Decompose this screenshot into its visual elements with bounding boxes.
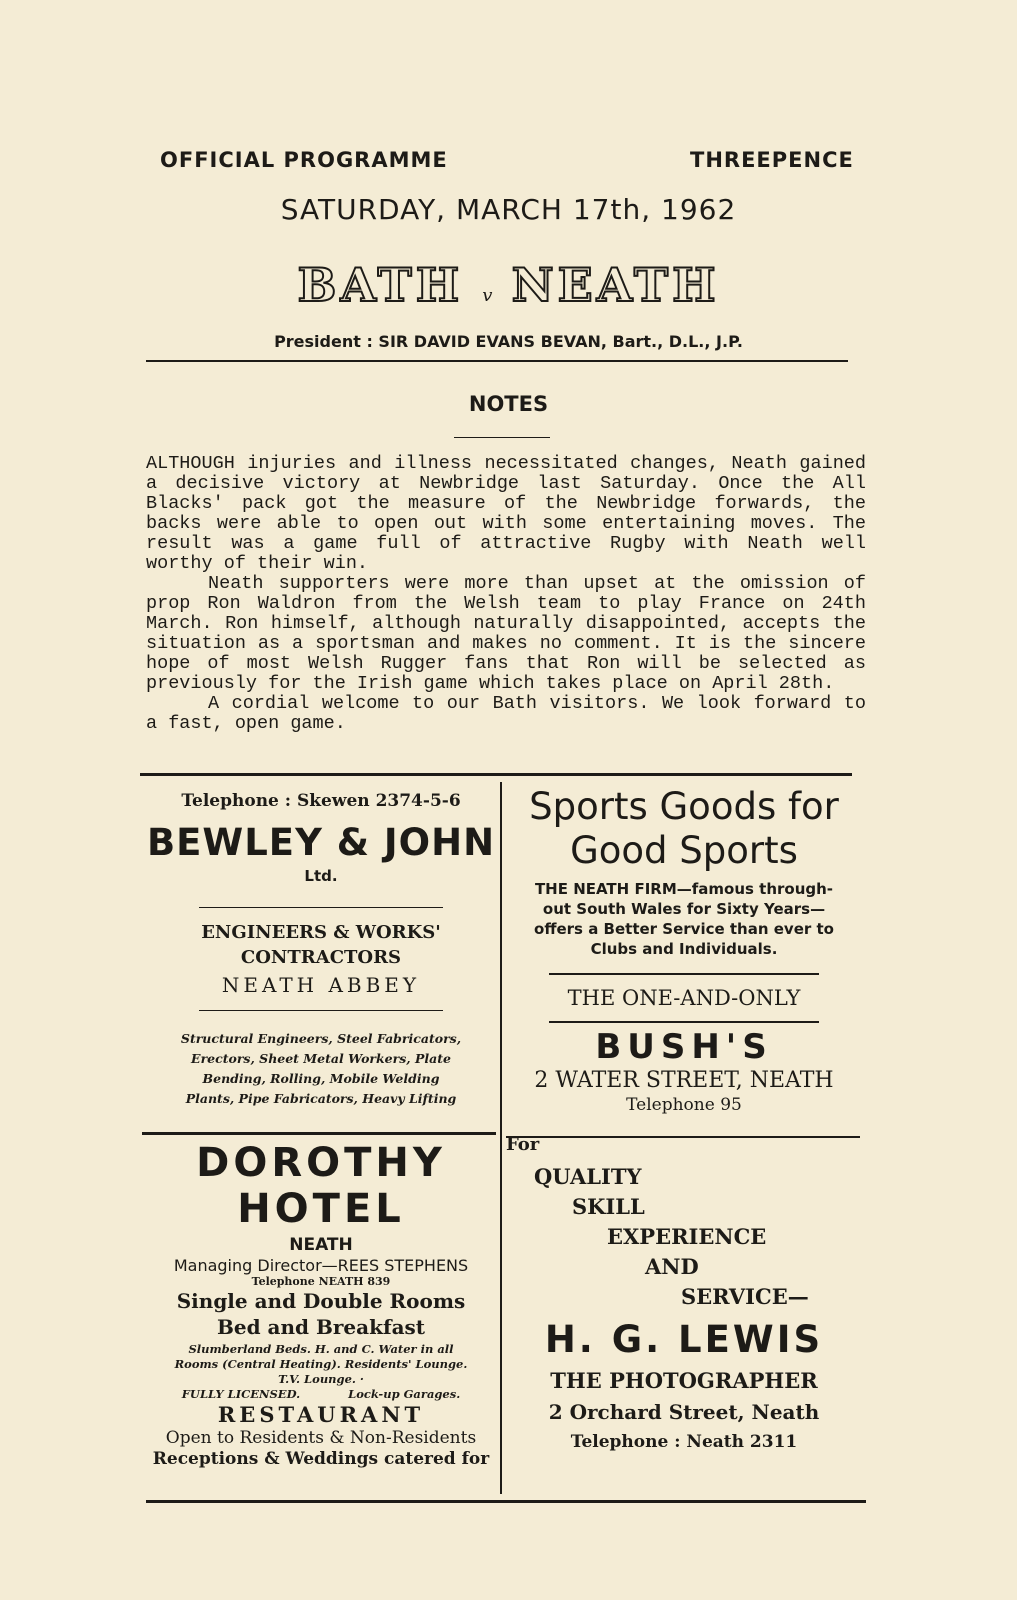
match-title [0, 258, 1017, 312]
notes-paragraph-3: A cordial welcome to our Bath visitors. We look forward to a fast, open game. [146, 693, 866, 734]
bewley-services-3: Bending, Rolling, Mobile Welding [202, 1071, 440, 1086]
dorothy-rooms: Single and Double Rooms [176, 1289, 466, 1313]
home-team: BATH [297, 258, 464, 312]
advert-bushs [506, 785, 862, 1115]
dorothy-features-2: Rooms (Central Heating). Residents' Lounge. [174, 1357, 468, 1371]
bewley-services-1: Structural Engineers, Steel Fabricators, [180, 1031, 462, 1046]
bush-body-4: Clubs and Individuals. [590, 940, 778, 958]
dorothy-name-1: DOROTHY [196, 1140, 446, 1186]
notes-paragraph-2: Neath supporters were more than upset at the omission of prop Ron Waldron from the Welsh team to play France on 24th March. Ron himself, although naturally disappointed, accepts the situation as a sportsman and makes no comment. It is the sincere hope of most Welsh Rugger fans that Ron will be selected as previously for the Irish game which takes place on April 28th. [146, 573, 866, 694]
advert-dorothy-hotel [146, 1140, 496, 1470]
dorothy-restaurant: RESTAURANT [217, 1402, 425, 1427]
dorothy-licensed: FULLY LICENSED. [181, 1387, 301, 1401]
bewley-suffix: Ltd. [304, 867, 338, 885]
dorothy-features-4 [146, 1387, 496, 1402]
bush-name: BUSH'S [595, 1027, 773, 1067]
ads-right-mid-rule [506, 1136, 860, 1138]
lewis-name: H. G. LEWIS [544, 1318, 824, 1361]
dorothy-receptions: Receptions & Weddings catered for [152, 1449, 490, 1469]
dorothy-breakfast: Bed and Breakfast [216, 1315, 426, 1339]
dorothy-telephone: Telephone NEATH 839 [251, 1275, 391, 1288]
notes-heading-underline [454, 437, 550, 438]
dorothy-features-3: T.V. Lounge. · [278, 1372, 364, 1386]
lewis-skill: SKILL [572, 1194, 645, 1219]
match-date: SATURDAY, MARCH 17th, 1962 [280, 193, 737, 226]
dorothy-features-1: Slumberland Beds. H. and C. Water in all [188, 1342, 454, 1356]
ads-top-rule [140, 773, 852, 776]
bewley-line-2: CONTRACTORS [240, 947, 402, 968]
president-line: President : SIR DAVID EVANS BEVAN, Bart., D.L., J.P. [274, 332, 743, 351]
notes-heading: NOTES [468, 392, 549, 416]
programme-label: OFFICIAL PROGRAMME [160, 148, 448, 172]
dorothy-director: Managing Director—REES STEPHENS [173, 1256, 469, 1275]
dorothy-garages: Lock-up Garages. [348, 1387, 461, 1401]
bewley-services-2: Erectors, Sheet Metal Workers, Plate [191, 1051, 451, 1066]
bush-body-2: out South Wales for Sixty Years— [542, 900, 826, 918]
bush-slogan-2: Good Sports [570, 829, 798, 872]
bewley-name: BEWLEY & JOHN [146, 821, 496, 864]
ads-left-mid-rule [142, 1132, 496, 1135]
bewley-place: NEATH ABBEY [221, 973, 421, 997]
dorothy-town: NEATH [289, 1235, 353, 1255]
bewley-services-4: Plants, Pipe Fabricators, Heavy Lifting [185, 1091, 457, 1106]
lewis-experience: EXPERIENCE [607, 1224, 767, 1249]
bewley-line-1: ENGINEERS & WORKS' [201, 922, 441, 943]
bush-body-1: THE NEATH FIRM—famous through- [534, 880, 834, 898]
versus-label: v [482, 285, 493, 306]
header-divider [146, 360, 848, 362]
lewis-telephone: Telephone : Neath 2311 [570, 1432, 798, 1452]
lewis-service: SERVICE— [681, 1284, 809, 1309]
notes-paragraph-1: ALTHOUGH injuries and illness necessitated changes, Neath gained a decisive victory at Newbridge last Saturday. Once the All Blacks' pack got the measure of the Newbridge forwards, the backs were able to open out with some entertaining moves. The result was a game full of attractive Rugby with Neath well worthy of their win. [146, 453, 866, 574]
bush-telephone: Telephone 95 [626, 1095, 742, 1115]
bush-slogan-1: Sports Goods for [529, 785, 839, 828]
dorothy-name-2: HOTEL [237, 1186, 405, 1232]
bush-divider-1 [549, 973, 819, 975]
bewley-divider-1 [199, 907, 443, 908]
bush-one-and-only: THE ONE-AND-ONLY [567, 986, 801, 1010]
bush-address: 2 WATER STREET, NEATH [534, 1068, 834, 1093]
bush-body-3: offers a Better Service than ever to [534, 920, 834, 938]
advert-bewley-john [146, 785, 496, 1109]
lewis-title: THE PHOTOGRAPHER [550, 1368, 818, 1393]
notes-body [146, 454, 866, 734]
bush-divider-2 [549, 1021, 819, 1023]
ads-vertical-rule [500, 782, 502, 1494]
lewis-and: AND [645, 1254, 699, 1279]
lewis-for: For [506, 1134, 540, 1155]
price-label: THREEPENCE [690, 148, 854, 172]
ads-bottom-rule [146, 1500, 866, 1503]
lewis-address: 2 Orchard Street, Neath [548, 1400, 820, 1424]
away-team: NEATH [511, 258, 720, 312]
bewley-telephone: Telephone : Skewen 2374-5-6 [181, 791, 461, 811]
dorothy-open-to: Open to Residents & Non-Residents [165, 1428, 477, 1448]
lewis-quality: QUALITY [534, 1164, 642, 1189]
bewley-divider-2 [199, 1010, 443, 1011]
